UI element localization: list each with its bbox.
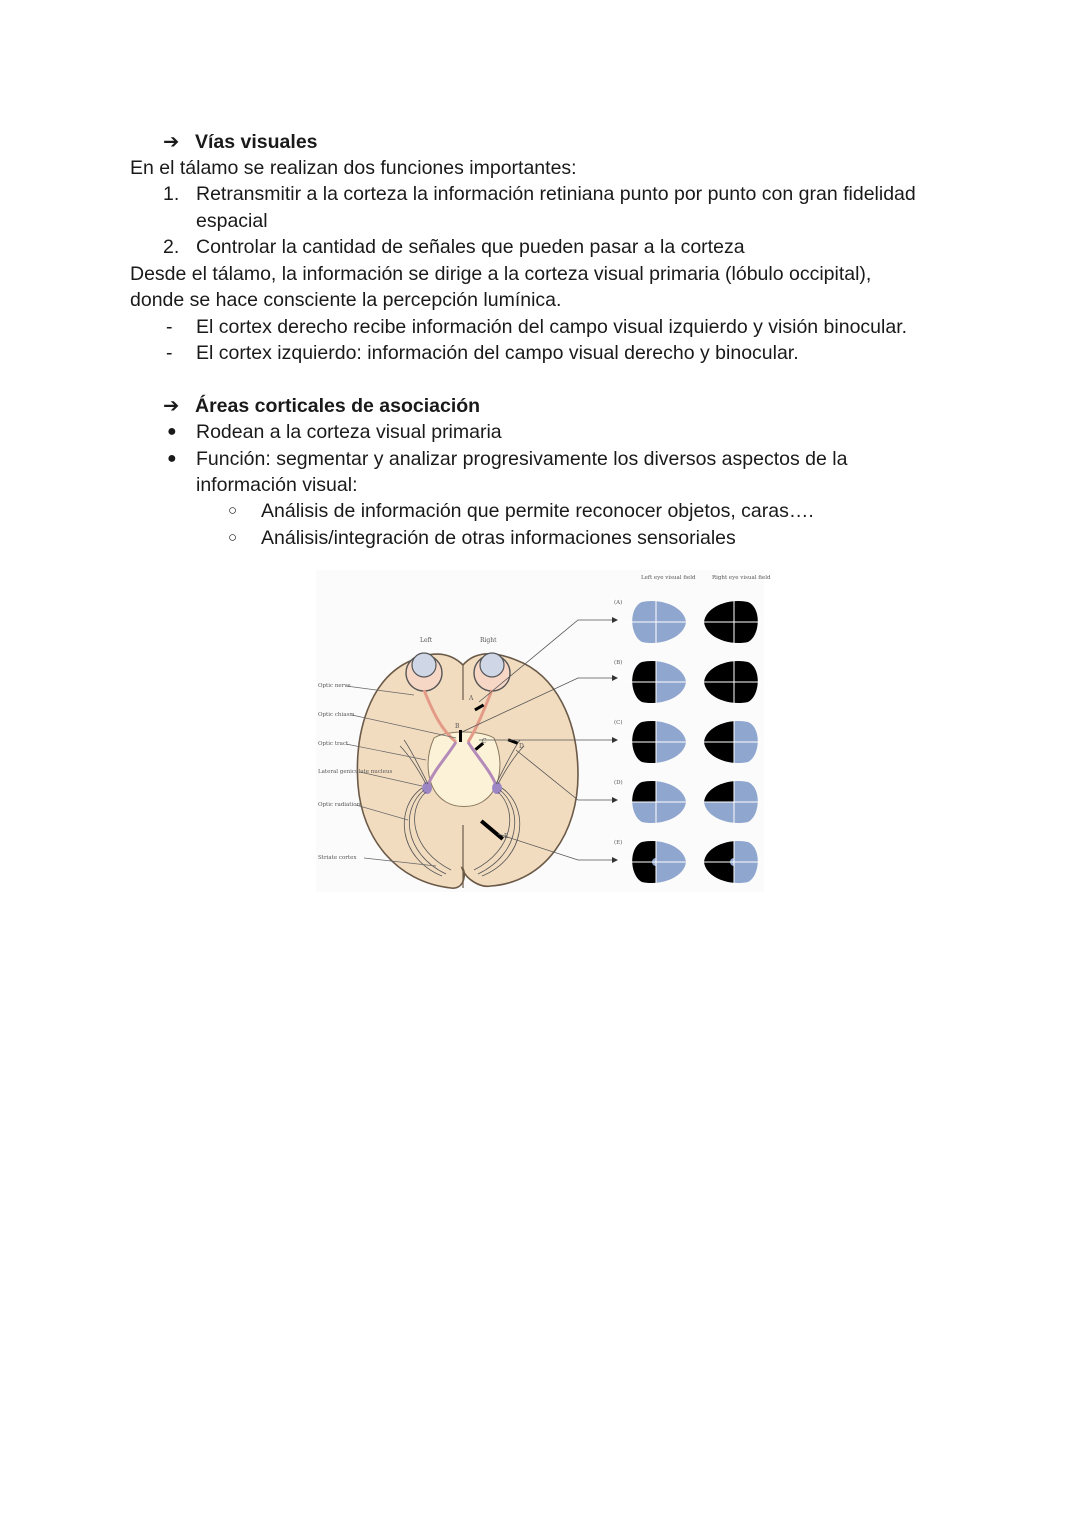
list-number: 2. bbox=[163, 236, 180, 258]
intro-text: En el tálamo se realizan dos funciones importantes: bbox=[130, 157, 577, 179]
lesion-letter-d: D bbox=[519, 743, 524, 750]
structure-label: Optic nerve bbox=[318, 683, 351, 689]
row-label-a: (A) bbox=[614, 600, 623, 606]
bullet-item-1: Rodean a la corteza visual primaria bbox=[196, 421, 502, 443]
dash-marker: - bbox=[166, 342, 173, 364]
structure-label: Lateral geniculate nucleus bbox=[318, 769, 393, 775]
left-eye-header: Left eye visual field bbox=[641, 575, 696, 581]
right-label: Right bbox=[480, 637, 497, 644]
hollow-bullet-icon: ○ bbox=[228, 502, 238, 519]
row-label-d: (D) bbox=[614, 780, 623, 786]
paragraph-line-2: donde se hace consciente la percepción lumínica. bbox=[130, 289, 562, 311]
bullet-dot-icon: ● bbox=[167, 423, 177, 440]
dash-item-2: El cortex izquierdo: información del campo visual derecho y binocular. bbox=[196, 342, 799, 364]
sub-bullet-item-2: Análisis/integración de otras informaciones sensoriales bbox=[261, 527, 736, 549]
row-label-e: (E) bbox=[614, 840, 623, 846]
structure-label: Optic tract bbox=[318, 741, 349, 747]
lesion-letter-e: E bbox=[504, 833, 509, 840]
lesion-letter-b: B bbox=[455, 723, 460, 730]
bullet-item-2-line2: información visual: bbox=[196, 474, 358, 496]
structure-label: Striate cortex bbox=[318, 855, 357, 861]
list-number: 1. bbox=[163, 183, 180, 205]
sub-bullet-item-1: Análisis de información que permite reconocer objetos, caras…. bbox=[261, 500, 814, 522]
arrow-right-icon: ➔ bbox=[163, 131, 180, 153]
dash-item-1: El cortex derecho recibe información del campo visual izquierdo y visión binocular. bbox=[196, 316, 908, 338]
visual-pathway-figure bbox=[316, 570, 771, 892]
hollow-bullet-icon: ○ bbox=[228, 529, 238, 546]
dash-marker: - bbox=[166, 316, 173, 338]
structure-label: Optic radiation bbox=[318, 802, 361, 808]
left-label: Left bbox=[420, 637, 433, 644]
section-heading-areas-corticales: ➔ Áreas corticales de asociación bbox=[163, 395, 481, 417]
numbered-item-1-line1: Retransmitir a la corteza la información retiniana punto por punto con gran fidelidad bbox=[196, 183, 916, 205]
structure-label: Optic chiasm bbox=[318, 712, 355, 718]
right-eye-header: Right eye visual field bbox=[712, 575, 771, 581]
numbered-item-1-line2: espacial bbox=[196, 210, 268, 232]
numbered-item-2: Controlar la cantidad de señales que pueden pasar a la corteza bbox=[196, 236, 745, 258]
lesion-letter-c: C bbox=[482, 738, 487, 745]
paragraph-line-1: Desde el tálamo, la información se dirige a la corteza visual primaria (lóbulo occipital), bbox=[130, 263, 872, 285]
section-heading-vias-visuales: ➔ Vías visuales bbox=[163, 131, 318, 153]
bullet-dot-icon: ● bbox=[167, 450, 177, 467]
arrow-right-icon: ➔ bbox=[163, 395, 180, 417]
row-label-b: (B) bbox=[614, 660, 623, 666]
bullet-item-2-line1: Función: segmentar y analizar progresivamente los diversos aspectos de la bbox=[196, 448, 848, 470]
row-label-c: (C) bbox=[614, 720, 623, 726]
visual-pathway-diagram bbox=[316, 570, 771, 892]
lesion-letter-a: A bbox=[469, 695, 474, 702]
